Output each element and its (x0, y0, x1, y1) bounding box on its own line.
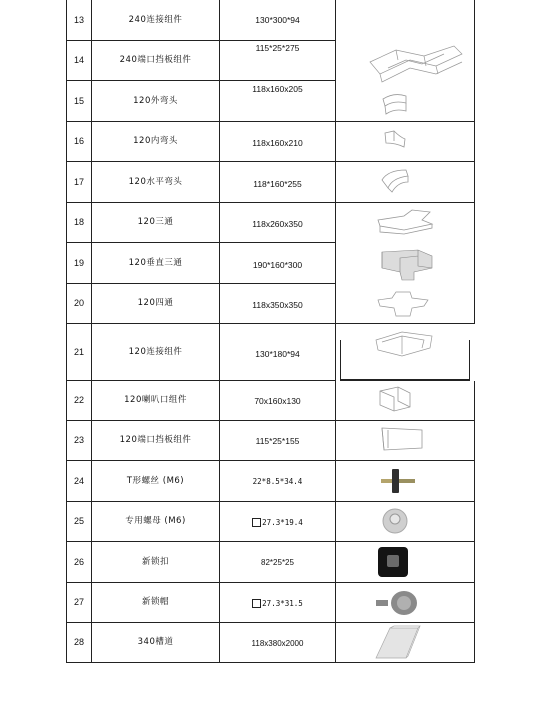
part-name: 120外弯头 (133, 95, 178, 106)
lock-cap-icon (374, 588, 420, 618)
part-spec-cell (220, 502, 335, 543)
part-spec: 27.3*31.5 (262, 598, 303, 608)
flare-assembly-icon (376, 383, 414, 415)
part-name: 120三通 (137, 217, 174, 228)
frame-edge (340, 340, 341, 380)
table-border-right (474, 0, 475, 324)
part-name: 120连接组件 (128, 346, 183, 357)
part-name: 340槽道 (137, 637, 174, 648)
part-spec: 22*8.5*34.4 (252, 477, 303, 487)
part-spec: 82*25*25 (261, 558, 294, 567)
row-number: 18 (73, 217, 84, 227)
t-bolt-icon (378, 466, 418, 496)
row-number: 16 (73, 136, 84, 146)
part-name: 120内弯头 (133, 136, 178, 147)
row-number: 13 (73, 14, 84, 25)
part-spec: 70x160x130 (254, 396, 301, 407)
connector-assembly-240-icon (366, 40, 466, 88)
horizontal-elbow-icon (378, 166, 412, 196)
part-name: 240端口挡板组件 (119, 55, 192, 66)
end-plate-120-icon (378, 424, 428, 454)
row-number: 21 (73, 346, 84, 357)
part-name: 专用螺母 (M6) (125, 516, 186, 527)
part-name: 新锁帽 (141, 597, 169, 608)
part-spec-cell (220, 583, 335, 624)
frame-edge (340, 379, 470, 380)
row-number: 22 (73, 395, 84, 405)
row-number: 15 (73, 95, 84, 106)
row-number: 28 (73, 637, 84, 647)
row-number: 14 (73, 55, 84, 65)
part-name: 120四通 (137, 298, 174, 309)
row-number: 26 (73, 556, 84, 567)
part-spec: 115*25*155 (255, 436, 300, 447)
channel-icon (372, 624, 422, 660)
table-border-right (474, 381, 475, 663)
row-number: 27 (73, 597, 84, 607)
row-number: 25 (73, 516, 84, 526)
part-name: 240连接组件 (128, 14, 183, 25)
part-spec: 190*160*300 (252, 259, 303, 270)
part-name: T形螺丝 (M6) (126, 475, 185, 486)
row-number: 24 (73, 475, 84, 486)
connector-assembly-120-icon (372, 328, 436, 362)
part-spec: 118*160*255 (253, 178, 302, 189)
part-name: 120水平弯头 (128, 176, 183, 187)
part-spec: 118x260x350 (252, 219, 303, 230)
part-name: 新锁扣 (141, 556, 169, 567)
part-spec: 118x380x2000 (251, 638, 304, 648)
diameter-box-icon (252, 518, 261, 527)
row-number: 19 (73, 257, 84, 268)
frame-edge (340, 380, 470, 381)
part-spec: 115*25*275 (255, 42, 300, 53)
part-spec: 130*180*94 (255, 348, 300, 359)
row-number: 20 (73, 298, 84, 308)
part-spec: 27.3*19.4 (262, 517, 303, 527)
part-name: 120垂直三通 (128, 257, 183, 268)
part-spec: 118x160x205 (252, 83, 303, 94)
part-spec: 118x350x350 (252, 300, 303, 311)
part-name: 120喇叭口组件 (124, 395, 187, 406)
part-spec: 118x160x210 (252, 138, 303, 149)
lock-buckle-icon (376, 545, 410, 579)
cross-icon (372, 288, 434, 320)
part-spec: 130*300*94 (255, 14, 300, 25)
inner-elbow-icon (382, 127, 408, 153)
nut-icon (380, 505, 410, 537)
tee-icon (374, 208, 436, 236)
frame-edge (469, 340, 470, 380)
row-number: 17 (73, 176, 84, 187)
outer-elbow-icon (380, 90, 410, 118)
vertical-tee-icon (378, 246, 436, 284)
row-number: 23 (73, 435, 84, 445)
column-divider (335, 0, 336, 663)
diameter-box-icon (252, 599, 261, 608)
part-name: 120端口挡板组件 (119, 435, 192, 446)
